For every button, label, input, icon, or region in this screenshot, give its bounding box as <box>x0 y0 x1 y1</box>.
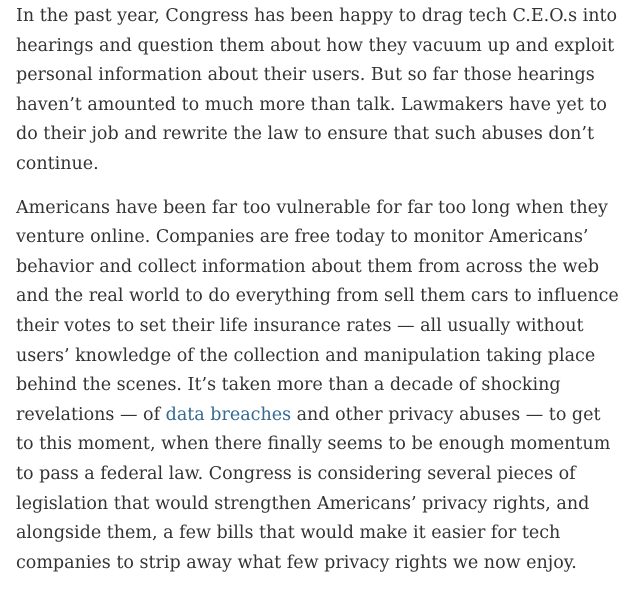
text-line: behavior and collect information about them from across the web <box>16 256 600 277</box>
paragraph-1 <box>16 2 621 180</box>
text-line: behind the scenes. It’s taken more than a decade of shocking <box>16 375 561 396</box>
text-line: venture online. Companies are free today to monitor Americans’ <box>16 227 589 248</box>
text-line: legislation that would strengthen Americans’ privacy rights, and <box>16 493 590 514</box>
text-segment: revelations — of <box>16 404 166 425</box>
text-line: personal information about their users. But so far those hearings <box>16 65 595 86</box>
text-line: do their job and rewrite the law to ensure that such abuses don’t <box>16 124 594 145</box>
article-body <box>16 2 621 592</box>
text-line: continue. <box>16 153 99 174</box>
text-line: haven’t amounted to much more than talk. Lawmakers have yet to <box>16 94 607 115</box>
text-segment: and other privacy abuses — to get <box>291 404 601 425</box>
text-line: and the real world to do everything from sell them cars to influence <box>16 286 619 307</box>
text-line: to pass a federal law. Congress is considering several pieces of <box>16 463 576 484</box>
text-line: their votes to set their life insurance rates — all usually without <box>16 315 584 336</box>
text-line: companies to strip away what few privacy rights we now enjoy. <box>16 552 577 573</box>
paragraph-2 <box>16 194 621 579</box>
text-line-with-link <box>16 401 621 431</box>
text-line: Americans have been far too vulnerable for far too long when they <box>16 197 608 218</box>
data-breaches-link[interactable]: data breaches <box>165 404 292 425</box>
text-line: to this moment, when there finally seems to be enough momentum <box>16 434 611 455</box>
text-line: In the past year, Congress has been happy to drag tech C.E.O.s into <box>16 6 618 26</box>
text-line: hearings and question them about how they vacuum up and exploit <box>16 35 615 56</box>
text-line: users’ knowledge of the collection and manipulation taking place <box>16 345 596 366</box>
text-line: alongside them, a few bills that would make it easier for tech <box>16 523 561 544</box>
